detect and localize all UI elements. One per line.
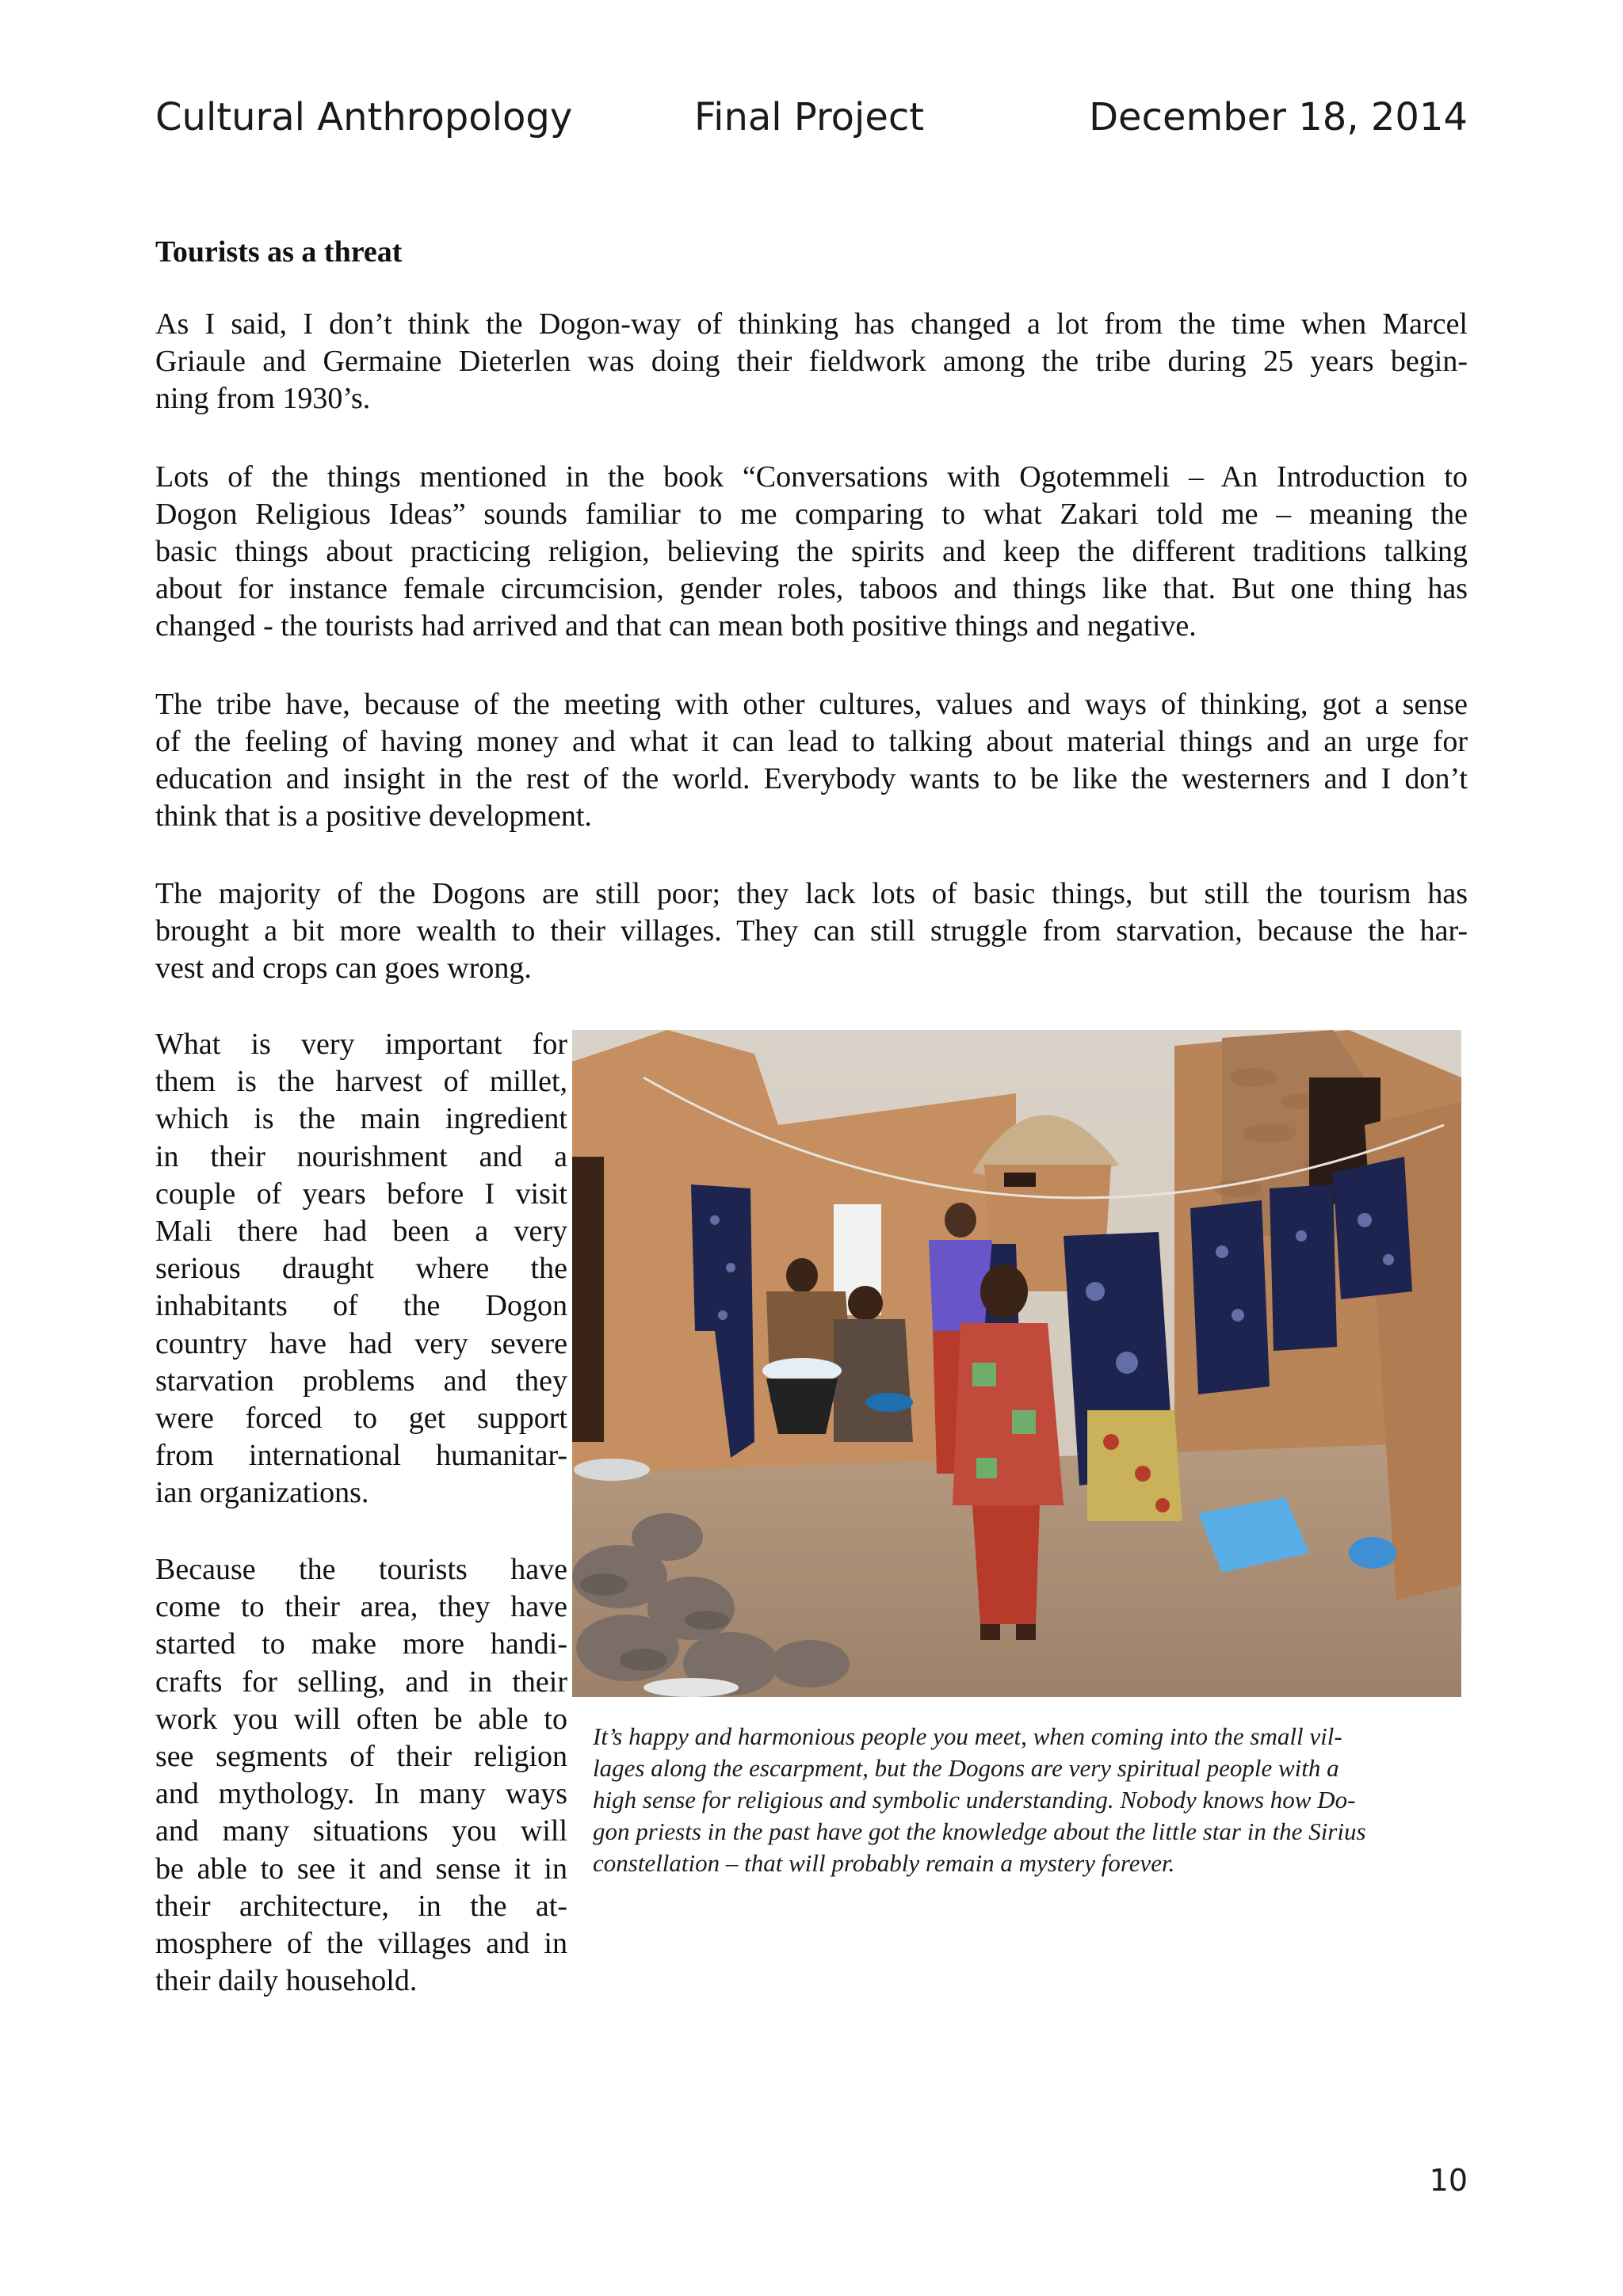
text-line: The majority of the Dogons are still poor; they lack lots of basic things, but still the tourism has	[155, 877, 1468, 910]
text-line: education and insight in the rest of the world. Everybody wants to be like the westerners and I don’t	[155, 762, 1468, 795]
caption-line: gon priests in the past have got the knowledge about the little star in the Sirius	[593, 1817, 1366, 1845]
text-line: serious draught where the	[155, 1252, 567, 1286]
text-line: their daily household.	[155, 1964, 418, 1998]
text-line: vest and crops can goes wrong.	[155, 952, 532, 985]
text-line: them is the harvest of millet,	[155, 1065, 567, 1099]
village-photo	[572, 1030, 1461, 1697]
text-line: see segments of their religion	[155, 1740, 567, 1774]
paragraph-1	[155, 306, 1468, 418]
paragraph-4	[155, 875, 1468, 987]
text-line: ian organizations.	[155, 1476, 369, 1510]
text-line: from international humanitar-	[155, 1439, 567, 1473]
text-line: started to make more handi-	[155, 1627, 567, 1661]
text-line: Mali there had been a very	[155, 1215, 567, 1249]
caption-line: lages along the escarpment, but the Dogons are very spiritual people with a	[593, 1754, 1339, 1782]
page-number: 10	[1429, 2163, 1468, 2198]
column-paragraph-1	[155, 1026, 567, 1512]
text-line: which is the main ingredient	[155, 1102, 567, 1136]
text-line: Dogon Religious Ideas” sounds familiar to me comparing to what Zakari told me – meaning the	[155, 498, 1468, 531]
header-course: Cultural Anthropology	[155, 95, 573, 139]
text-line: Because the tourists have	[155, 1553, 567, 1586]
text-line: be able to see it and sense it in	[155, 1852, 567, 1886]
text-line: and mythology. In many ways	[155, 1777, 567, 1811]
text-line: think that is a positive development.	[155, 799, 592, 833]
text-line: inhabitants of the Dogon	[155, 1289, 567, 1323]
text-line: ning from 1930’s.	[155, 382, 371, 415]
text-line: Lots of the things mentioned in the book “Conversations with Ogotemmeli – An Introduction to	[155, 460, 1468, 494]
text-line: crafts for selling, and in their	[155, 1665, 567, 1699]
text-line: brought a bit more wealth to their villages. They can still struggle from starvation, because the har-	[155, 914, 1468, 948]
text-line: basic things about practicing religion, believing the spirits and keep the different traditions talking	[155, 535, 1468, 568]
text-line: mosphere of the villages and in	[155, 1927, 567, 1961]
text-line: couple of years before I visit	[155, 1177, 567, 1211]
text-line: their architecture, in the at-	[155, 1889, 567, 1923]
paragraph-2	[155, 459, 1468, 645]
text-line: work you will often be able to	[155, 1702, 567, 1736]
caption-line: constellation – that will probably remain a mystery forever.	[593, 1849, 1175, 1877]
caption-line: high sense for religious and symbolic understanding. Nobody knows how Do-	[593, 1786, 1356, 1814]
text-line: in their nourishment and a	[155, 1139, 567, 1173]
text-line: country have had very severe	[155, 1326, 567, 1360]
text-line: What is very important for	[155, 1028, 567, 1061]
text-line: As I said, I don’t think the Dogon-way of thinking has changed a lot from the time when Marcel	[155, 307, 1468, 341]
text-line: were forced to get support	[155, 1402, 567, 1436]
photo-caption	[593, 1721, 1457, 1879]
text-line: about for instance female circumcision, gender roles, taboos and things like that. But one thing has	[155, 572, 1468, 605]
text-line: starvation problems and they	[155, 1363, 567, 1398]
column-paragraph-2	[155, 1551, 567, 2000]
paragraph-3	[155, 686, 1468, 835]
text-line: The tribe have, because of the meeting with other cultures, values and ways of thinking, got a sense	[155, 688, 1468, 721]
text-line: and many situations you will	[155, 1814, 567, 1848]
header-project: Final Project	[694, 95, 925, 139]
text-line: come to their area, they have	[155, 1590, 567, 1624]
page-header	[155, 95, 1468, 151]
caption-line: It’s happy and harmonious people you meet, when coming into the small vil-	[593, 1722, 1342, 1750]
text-line: Griaule and Germaine Dieterlen was doing their fieldwork among the tribe during 25 years begin-	[155, 345, 1468, 378]
text-line: of the feeling of having money and what it can lead to talking about material things and an urge for	[155, 725, 1468, 758]
text-line: changed - the tourists had arrived and that can mean both positive things and negative.	[155, 609, 1197, 643]
header-date: December 18, 2014	[1089, 95, 1468, 139]
section-heading: Tourists as a threat	[155, 235, 403, 269]
